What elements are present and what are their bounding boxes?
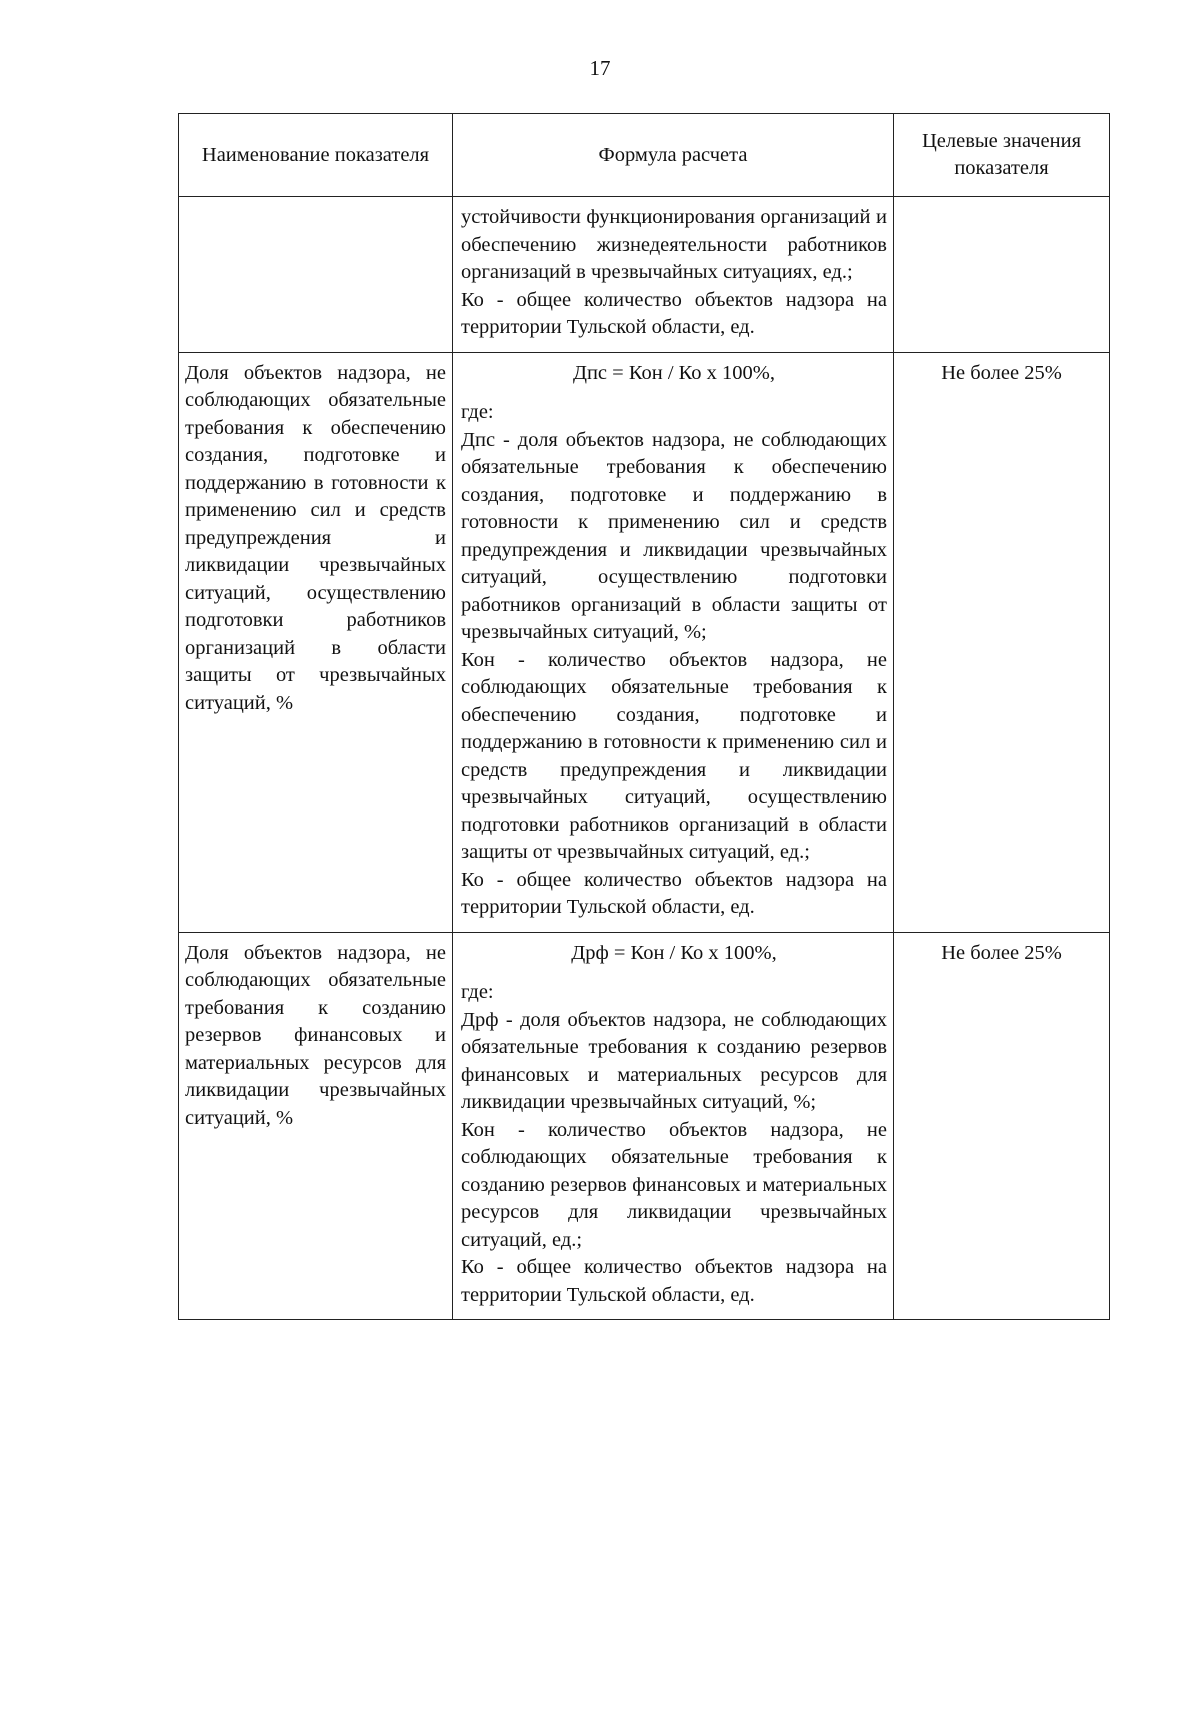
definition-ko: Ко - общее количество объектов надзора на территории Тульской области, ед. bbox=[461, 868, 887, 918]
continuation-formula-cell bbox=[453, 197, 894, 353]
formula-where-label: где: bbox=[461, 981, 494, 1003]
indicator-name-cell: Доля объектов надзора, не соблюдающих обязательные требования к созданию резервов финансовых и материальных ресурсов для ликвидации чрезвычайных ситуаций, % bbox=[179, 932, 453, 1320]
continuation-target-cell bbox=[894, 197, 1110, 353]
header-indicator-name: Наименование показателя bbox=[179, 114, 453, 197]
ko-definition: Ко - общее количество объектов надзора на территории Тульской области, ед. bbox=[461, 288, 887, 338]
header-target-values: Целевые значения показателя bbox=[894, 114, 1110, 197]
continuation-formula-text: устойчивости функционирования организаций и обеспечению жизнедеятельности работников организаций в чрезвычайных ситуациях, ед.; bbox=[461, 206, 887, 283]
formula-cell bbox=[453, 352, 894, 932]
table-header-row bbox=[179, 114, 1110, 197]
definition-dps: Дпс - доля объектов надзора, не соблюдающих обязательные требования к обеспечению создания, подготовке и поддержанию в готовности к применению сил и средств предупреждения и ликвидации чрезвычайных ситуаций, осуществлению подготовки работников организаций в области защиты от чрезвычайных ситуаций, %; bbox=[461, 428, 887, 643]
formula-cell bbox=[453, 932, 894, 1320]
indicators-table bbox=[178, 113, 1110, 1320]
target-value-cell: Не более 25% bbox=[894, 352, 1110, 932]
header-formula: Формула расчета bbox=[453, 114, 894, 197]
definition-kon: Кон - количество объектов надзора, не соблюдающих обязательные требования к созданию резервов финансовых и материальных ресурсов для ликвидации чрезвычайных ситуаций, ед.; bbox=[461, 1118, 887, 1251]
table-row bbox=[179, 932, 1110, 1320]
table-row-continuation bbox=[179, 197, 1110, 353]
continuation-name-cell bbox=[179, 197, 453, 353]
formula-where-label: где: bbox=[461, 401, 494, 423]
definition-drf: Дрф - доля объектов надзора, не соблюдающих обязательные требования к созданию резервов финансовых и материальных ресурсов для ликвидации чрезвычайных ситуаций, %; bbox=[461, 1008, 887, 1113]
formula-expression: Дрф = Кон / Ко х 100%, bbox=[571, 941, 777, 964]
formula-expression: Дпс = Кон / Ко х 100%, bbox=[572, 361, 776, 384]
indicator-name-cell: Доля объектов надзора, не соблюдающих обязательные требования к обеспечению создания, подготовке и поддержанию в готовности к применению сил и средств предупреждения и ликвидации чрезвычайных ситуаций, осуществлению подготовки работников организаций в области защиты от чрезвычайных ситуаций, % bbox=[179, 352, 453, 932]
table-row bbox=[179, 352, 1110, 932]
definition-ko: Ко - общее количество объектов надзора на территории Тульской области, ед. bbox=[461, 1256, 887, 1306]
definition-kon: Кон - количество объектов надзора, не соблюдающих обязательные требования к обеспечению создания, подготовке и поддержанию в готовности к применению сил и средств предупреждения и ликвидации чрезвычайных ситуаций, осуществлению подготовки работников организаций в области защиты от чрезвычайных ситуаций, ед.; bbox=[461, 648, 887, 863]
target-value-cell: Не более 25% bbox=[894, 932, 1110, 1320]
page-number: 17 bbox=[589, 56, 611, 80]
